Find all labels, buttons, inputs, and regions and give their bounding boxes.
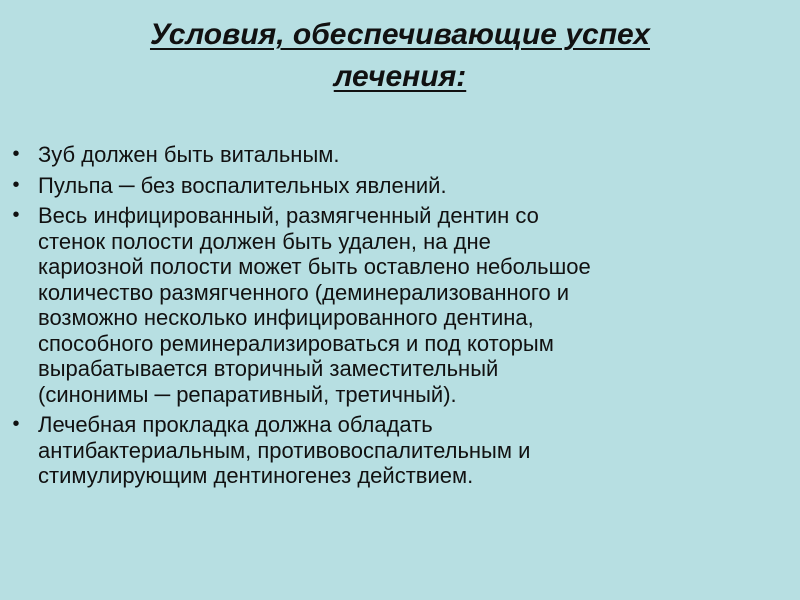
bullet-text-line: стенок полости должен быть удален, на дне [38,228,491,254]
bullet-icon: • [12,173,20,196]
bullet-text-line: (синонимы ─ репаративный, третичный). [38,381,457,407]
bullet-icon: • [12,413,20,435]
bullet-item-3 [10,203,770,407]
bullet-icon: • [12,204,20,226]
bullet-item-4 [10,412,770,489]
bullet-text-line: количество размягченного (деминерализованного и [38,279,570,305]
bullet-text-line: возможно несколько инфицированного дентина, [38,305,534,330]
bullet-text-line: Лечебная прокладка должна обладать [38,412,433,437]
bullet-text-line: Весь инфицированный, размягченный дентин со [38,203,539,228]
bullet-text-line: способного реминерализироваться и под которым [38,330,554,356]
slide-title-line-1: Условия, обеспечивающие успех [149,18,650,51]
bullet-text-line: стимулирующим дентиногенез действием. [38,463,474,488]
bullet-text-line: Пульпа ─ без воспалительных явлений. [38,172,447,198]
bullet-icon: • [12,143,20,165]
bullet-list [10,142,770,494]
bullet-text-line: кариозной полости может быть оставлено небольшое [38,254,591,279]
bullet-text-line: антибактериальным, противовоспалительным и [38,437,531,463]
bullet-text-line: Зуб должен быть витальным. [38,142,340,167]
bullet-text-line: вырабатывается вторичный заместительный [38,356,499,381]
bullet-item-2 [10,173,770,199]
slide-title-line-2: лечения: [333,60,467,93]
bullet-item-1 [10,142,770,168]
slide-title [60,14,740,98]
